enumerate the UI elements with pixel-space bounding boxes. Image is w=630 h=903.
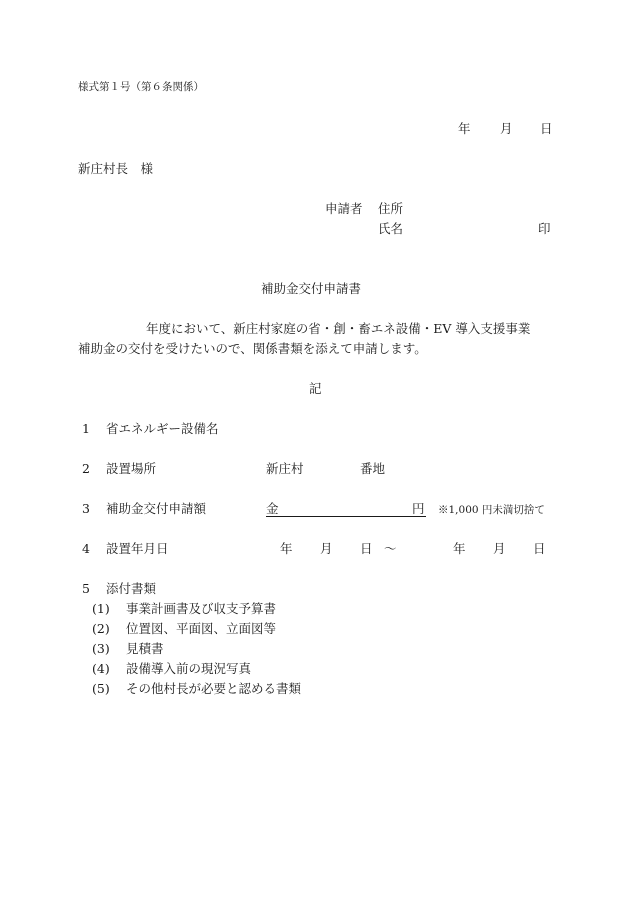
seal-mark: 印 (538, 221, 551, 236)
ki-mark: 記 (309, 381, 322, 396)
item-4-year: 年 (280, 541, 293, 556)
date-day: 日 (540, 121, 553, 136)
applicant-label: 申請者 (325, 201, 363, 216)
attachment-5-label: その他村長が必要と認める書類 (126, 681, 302, 696)
date-month: 月 (500, 121, 513, 136)
item-2-label: 設置場所 (106, 461, 157, 476)
attachment-2-num: (2) (92, 621, 110, 636)
item-4-month: 月 (320, 541, 333, 556)
item-5-num: 5 (82, 581, 90, 596)
item-3-note: ※1,000 円未満切捨て (438, 504, 545, 516)
attachment-3-num: (3) (92, 641, 110, 656)
applicant-name-label: 氏名 (378, 221, 404, 236)
attachment-4-num: (4) (92, 661, 110, 676)
item-4-day: 日 (360, 541, 373, 556)
attachment-4-label: 設備導入前の現況写真 (126, 661, 252, 676)
body-line-1: 年度において、新庄村家庭の省・創・畜エネ設備・EV 導入支援事業 (146, 321, 531, 336)
item-3-num: 3 (82, 501, 90, 516)
item-4-month-2: 月 (493, 541, 506, 556)
attachment-1-label: 事業計画書及び収支予算書 (126, 601, 277, 616)
item-1-num: 1 (82, 421, 90, 436)
item-4-num: 4 (82, 541, 90, 556)
form-label: 様式第１号（第６条関係） (78, 81, 204, 93)
attachment-3-label: 見積書 (126, 641, 164, 656)
attachment-1-num: (1) (92, 601, 110, 616)
item-3-yen: 円 (412, 501, 425, 516)
attachment-5-num: (5) (92, 681, 110, 696)
item-4-day-2: 日 (533, 541, 546, 556)
item-1-label: 省エネルギー設備名 (106, 421, 219, 436)
body-line-2: 補助金の交付を受けたいので、関係書類を添えて申請します。 (78, 341, 427, 356)
item-4-year-2: 年 (453, 541, 466, 556)
attachment-2-label: 位置図、平面図、立面図等 (126, 621, 277, 636)
item-3-kin: 金 (266, 501, 279, 516)
item-4-tilde: 〜 (384, 541, 397, 556)
amount-field-underline (266, 502, 426, 517)
item-4-label: 設置年月日 (106, 541, 169, 556)
applicant-address-label: 住所 (378, 201, 404, 216)
item-2-num: 2 (82, 461, 90, 476)
item-3-label: 補助金交付申請額 (106, 501, 207, 516)
item-2-banchi: 番地 (360, 461, 386, 476)
date-year: 年 (458, 121, 471, 136)
addressee: 新庄村長 様 (78, 161, 154, 176)
item-5-label: 添付書類 (106, 581, 157, 596)
document-title: 補助金交付申請書 (261, 281, 362, 296)
item-2-village: 新庄村 (266, 461, 304, 476)
